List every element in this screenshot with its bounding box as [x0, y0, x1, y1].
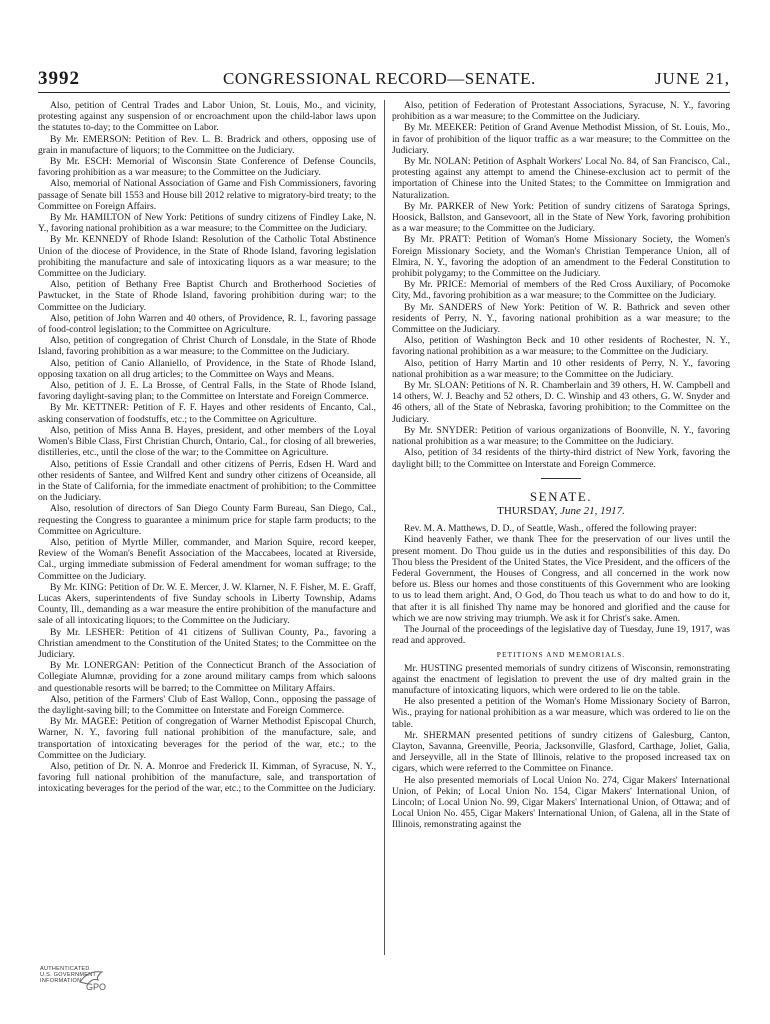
- page-number: 3992: [38, 68, 80, 89]
- petition-paragraph: By Mr. SANDERS of New York: Petition of W. R. Bathrick and seven other residents of Perry, N. Y., favoring national prohibition as a war measure; to the Committee on the Judiciary.: [392, 301, 730, 336]
- senate-petitions: [392, 663, 730, 831]
- petition-paragraph: By Mr. KING: Petition of Dr. W. E. Mercer, J. W. Klarner, N. F. Fisher, M. E. Graff, Lucas Akers, superintendents of five Sunday schools in Liberty Township, Adams County, Ill., demanding as a war measure the entire prohibition of the manufacture and sale of all intoxicating liquors; to the Committee on the Judiciary.: [38, 581, 376, 627]
- petition-paragraph: He also presented a petition of the Woman's Home Missionary Society of Barron, Wis., praying for national prohibition as a war measure, which was ordered to lie on the table.: [392, 696, 730, 730]
- petition-paragraph: Also, petition of congregation of Christ Church of Lonsdale, in the State of Rhode Island, favoring prohibition as a war measure; to the Committee on the Judiciary.: [38, 335, 376, 358]
- petitions-subheading: PETITIONS AND MEMORIALS.: [496, 650, 626, 660]
- petition-paragraph: By Mr. PRICE: Memorial of members of the Red Cross Auxiliary, of Pocomoke City, Md., favoring prohibition as a war measure; to the Committee on the Judiciary.: [392, 279, 730, 302]
- senate-heading: SENATE.: [529, 488, 593, 504]
- petition-paragraph: Also, petition of Bethany Free Baptist Church and Brotherhood Societies of Pawtucket, in the State of Rhode Island, favoring prohibition during war; to the Committee on the Judiciary.: [38, 279, 376, 313]
- petition-paragraph: Also, petition of Washington Beck and 10 other residents of Rochester, N. Y., favoring national prohibition as a war measure; to the Committee on the Judiciary.: [392, 335, 730, 358]
- petition-paragraph: By Mr. LONERGAN: Petition of the Connecticut Branch of the Association of Collegiate Alumnæ, providing for a zone around military camps from which saloons and questionable resorts will be barred; to the Committee on Military Affairs.: [38, 660, 376, 694]
- petition-paragraph: Also, petition of the Farmers' Club of East Wallop, Conn., opposing the passage of the daylight-saving bill; to the Committee on Interstate and Foreign Commerce.: [38, 693, 376, 716]
- petition-paragraph: He also presented memorials of Local Union No. 274, Cigar Makers' International Union, of Pekin; of Local Union No. 154, Cigar Makers' International Union, of Lincoln; of Local Union No. 99, Cigar Makers' International Union, of Ottawa; and of Local Union No. 455, Cigar Makers' International Union, of Galena, all in the State of Illinois, remonstrating against the: [392, 774, 730, 831]
- senate-paragraph: The Journal of the proceedings of the legislative day of Tuesday, June 19, 1917, was read and approved.: [392, 623, 730, 647]
- petition-paragraph: Also, petitions of Essie Crandall and other citizens of Perris, Edsen H. Ward and other residents of Santee, and Wilfred Kent and sundry other citizens of Oceanside, all in the State of California, for the immediate enactment of prohibition; to the Committee on the Judiciary.: [38, 458, 376, 504]
- right-column: [392, 100, 730, 831]
- session-date: [392, 506, 730, 517]
- petition-paragraph: Also, resolution of directors of San Diego County Farm Bureau, San Diego, Cal., requesting the Congress to guarantee a minimum price for staple farm products; to the Committee on Agriculture.: [38, 503, 376, 537]
- petition-paragraph: By Mr. NOLAN: Petition of Asphalt Workers' Local No. 84, of San Francisco, Cal., protesting against any attempt to amend the Chinese-exclusion act to permit of the importation of Chinese into the United States; to the Committee on Immigration and Naturalization.: [392, 156, 730, 201]
- page-header: [38, 68, 730, 93]
- petition-paragraph: Also, memorial of National Association of Game and Fish Commissioners, favoring passage of Senate bill 1553 and House bill 2012 relative to migratory-bird treaty; to the Committee on Foreign Affairs.: [38, 178, 376, 212]
- senate-paragraph: Kind heavenly Father, we thank Thee for the preservation of our lives until the present moment. Do Thou guide us in the duties and responsibilities of this day. Do Thou bless the President of the United States, the Vice President, and the officers of the Federal Government, the Houses of Congress, and all concerned in the work now before us. Bless our homes and those constituents of this Government who are looking to us to lead them aright. And, O God, do Thou teach us what to do and how to do it, that after it is all finished Thy name may be honored and glorified and the cause for which we are now striving may triumph. We ask it for Christ's sake. Amen.: [392, 534, 730, 624]
- petition-paragraph: By Mr. PARKER of New York: Petition of sundry citizens of Saratoga Springs, Hoosick, Ballston, and Gansevoort, all in the State of New York, favoring prohibition as a war measure; to the Committee on the Judiciary.: [392, 200, 730, 235]
- petition-paragraph: Also, petition of J. E. La Brosse, of Central Falls, in the State of Rhode Island, favoring daylight-saving plan; to the Committee on Interstate and Foreign Commerce.: [38, 380, 376, 403]
- running-title: CONGRESSIONAL RECORD—SENATE.: [223, 69, 536, 88]
- petition-paragraph: By Mr. EMERSON: Petition of Rev. L. B. Bradrick and others, opposing use of grain in manufacture of liquors; to the Committee on the Judiciary.: [38, 133, 376, 156]
- petition-paragraph: By Mr. LESHER: Petition of 41 citizens of Sullivan County, Pa., favoring a Christian amendment to the Constitution of the United States; to the Committee on the Judiciary.: [38, 626, 376, 660]
- petition-paragraph: Also, petition of Canio Allaniello, of Providence, in the State of Rhode Island, opposing taxation on all drug articles; to the Committee on Ways and Means.: [38, 357, 376, 380]
- page-date: JUNE 21,: [654, 69, 730, 88]
- petition-paragraph: Also, petition of Myrtle Miller, commander, and Marion Squire, record keeper, Review of the Woman's Benefit Association of the Maccabees, located at Riverside, Cal., urging immediate submission of Federal amendment for woman suffrage; to the Committee on the Judiciary.: [38, 536, 376, 582]
- seal-line: INFORMATION: [40, 978, 82, 984]
- house-petitions-continued: [392, 100, 730, 470]
- petition-paragraph: Also, petition of Central Trades and Labor Union, St. Louis, Mo., and vicinity, protesting against any suspension of or encroachment upon the child-labor laws upon the statutes to-day; to the Committee on Labor.: [38, 100, 376, 134]
- section-divider: [541, 478, 581, 479]
- gpo-authentication-seal: [40, 966, 107, 1012]
- senate-opening: [392, 523, 730, 646]
- petition-paragraph: Also, petition of Dr. N. A. Monroe and Frederick II. Kimman, of Syracuse, N. Y., favoring full national prohibition of the manufacture, sale, and transportation of intoxicating beverages for the period of the war, etc.; to the Committee on the Judiciary.: [38, 760, 376, 795]
- gpo-logo: GPO: [86, 982, 107, 992]
- petition-paragraph: By Mr. HAMILTON of New York: Petitions of sundry citizens of Findley Lake, N. Y., favoring national prohibition as a war measure; to the Committee on the Judiciary.: [38, 212, 376, 235]
- petition-paragraph: Also, petition of 34 residents of the thirty-third district of New York, favoring the daylight bill; to the Committee on Interstate and Foreign Commerce.: [392, 447, 730, 470]
- left-column: [38, 100, 376, 795]
- seal-line: AUTHENTICATED: [40, 966, 90, 972]
- petition-paragraph: By Mr. PRATT: Petition of Woman's Home Missionary Society, the Women's Foreign Missionary Society, and the Woman's Christian Temperance Union, all of Elmira, N. Y., favoring the adoption of an amendment to the Federal Constitution to prohibit polygamy; to the Committee on the Judiciary.: [392, 234, 730, 280]
- petition-paragraph: By Mr. MAGEE: Petition of congregation of Warner Methodist Episcopal Church, Warner, N. Y., favoring full national prohibition of the manufacture, sale, and transportation of intoxicating beverages for the period of the war, etc.; to the Committee on the Judiciary.: [38, 716, 376, 761]
- session-date-text: June 21, 1917.: [560, 504, 625, 517]
- petition-paragraph: Mr. HUSTING presented memorials of sundry citizens of Wisconsin, remonstrating against the enactment of legislation to prevent the use of dry malted grain in the manufacture of intoxicating liquors, which were ordered to lie on the table.: [392, 662, 730, 696]
- petition-paragraph: Also, petition of Miss Anna B. Hayes, president, and other members of the Loyal Women's Bible Class, First Christian Church, Ontario, Cal., for closing of all breweries, distilleries, etc., until the close of the war; to the Committee on Agriculture.: [38, 424, 376, 459]
- petition-paragraph: By Mr. SLOAN: Petitions of N. R. Chamberlain and 39 others, H. W. Campbell and 14 others, W. J. Beachy and 52 others, D. C. Winship and 43 others, G. W. Snyder and 46 others, all of the State of Nebraska, favoring prohibition; to the Committee on the Judiciary.: [392, 380, 730, 425]
- senate-paragraph: Rev. M. A. Matthews, D. D., of Seattle, Wash., offered the following prayer:: [404, 523, 697, 535]
- session-day: THURSDAY,: [497, 504, 558, 517]
- seal-line: U.S. GOVERNMENT: [40, 972, 97, 978]
- petition-paragraph: Mr. SHERMAN presented petitions of sundry citizens of Galesburg, Canton, Clayton, Savanna, Greenville, Peoria, Jacksonville, Glasford, Carthage, Joliet, Galia, and Jerseyville, all in the State of Illinois, relative to the proposed increased tax on cigars, which were referred to the Committee on Finance.: [392, 729, 730, 775]
- petition-paragraph: By Mr. ESCH: Memorial of Wisconsin State Conference of Defense Councils, favoring prohibition as a war measure; to the Committee on the Judiciary.: [38, 156, 376, 179]
- petition-paragraph: Also, petition of Harry Martin and 10 other residents of Perry, N. Y., favoring national prohibition as a war measure; to the Committee on the Judiciary.: [392, 357, 730, 380]
- petition-paragraph: By Mr. MEEKER: Petition of Grand Avenue Methodist Mission, of St. Louis, Mo., in favor of prohibition of the liquor traffic as a war measure; to the Committee on the Judiciary.: [392, 122, 730, 156]
- petition-paragraph: Also, petition of John Warren and 40 others, of Providence, R. I., favoring passage of food-control legislation; to the Committee on Agriculture.: [38, 312, 376, 336]
- petition-paragraph: By Mr. KETTNER: Petition of F. F. Hayes and other residents of Encanto, Cal., asking conservation of foodstuffs, etc.; to the Committee on Agriculture.: [38, 402, 376, 425]
- petition-paragraph: By Mr. KENNEDY of Rhode Island: Resolution of the Catholic Total Abstinence Union of the diocese of Providence, in the State of Rhode Island, favoring legislation prohibiting the manufacture and sale of intoxicating liquors as a war measure; to the Committee on the Judiciary.: [38, 234, 376, 280]
- petition-paragraph: By Mr. SNYDER: Petition of various organizations of Boonville, N. Y., favoring national prohibition as a war measure; to the Committee on the Judiciary.: [392, 424, 730, 448]
- petition-paragraph: Also, petition of Federation of Protestant Associations, Syracuse, N. Y., favoring prohibition as a war measure; to the Committee on the Judiciary.: [392, 100, 730, 123]
- column-divider: [384, 100, 385, 955]
